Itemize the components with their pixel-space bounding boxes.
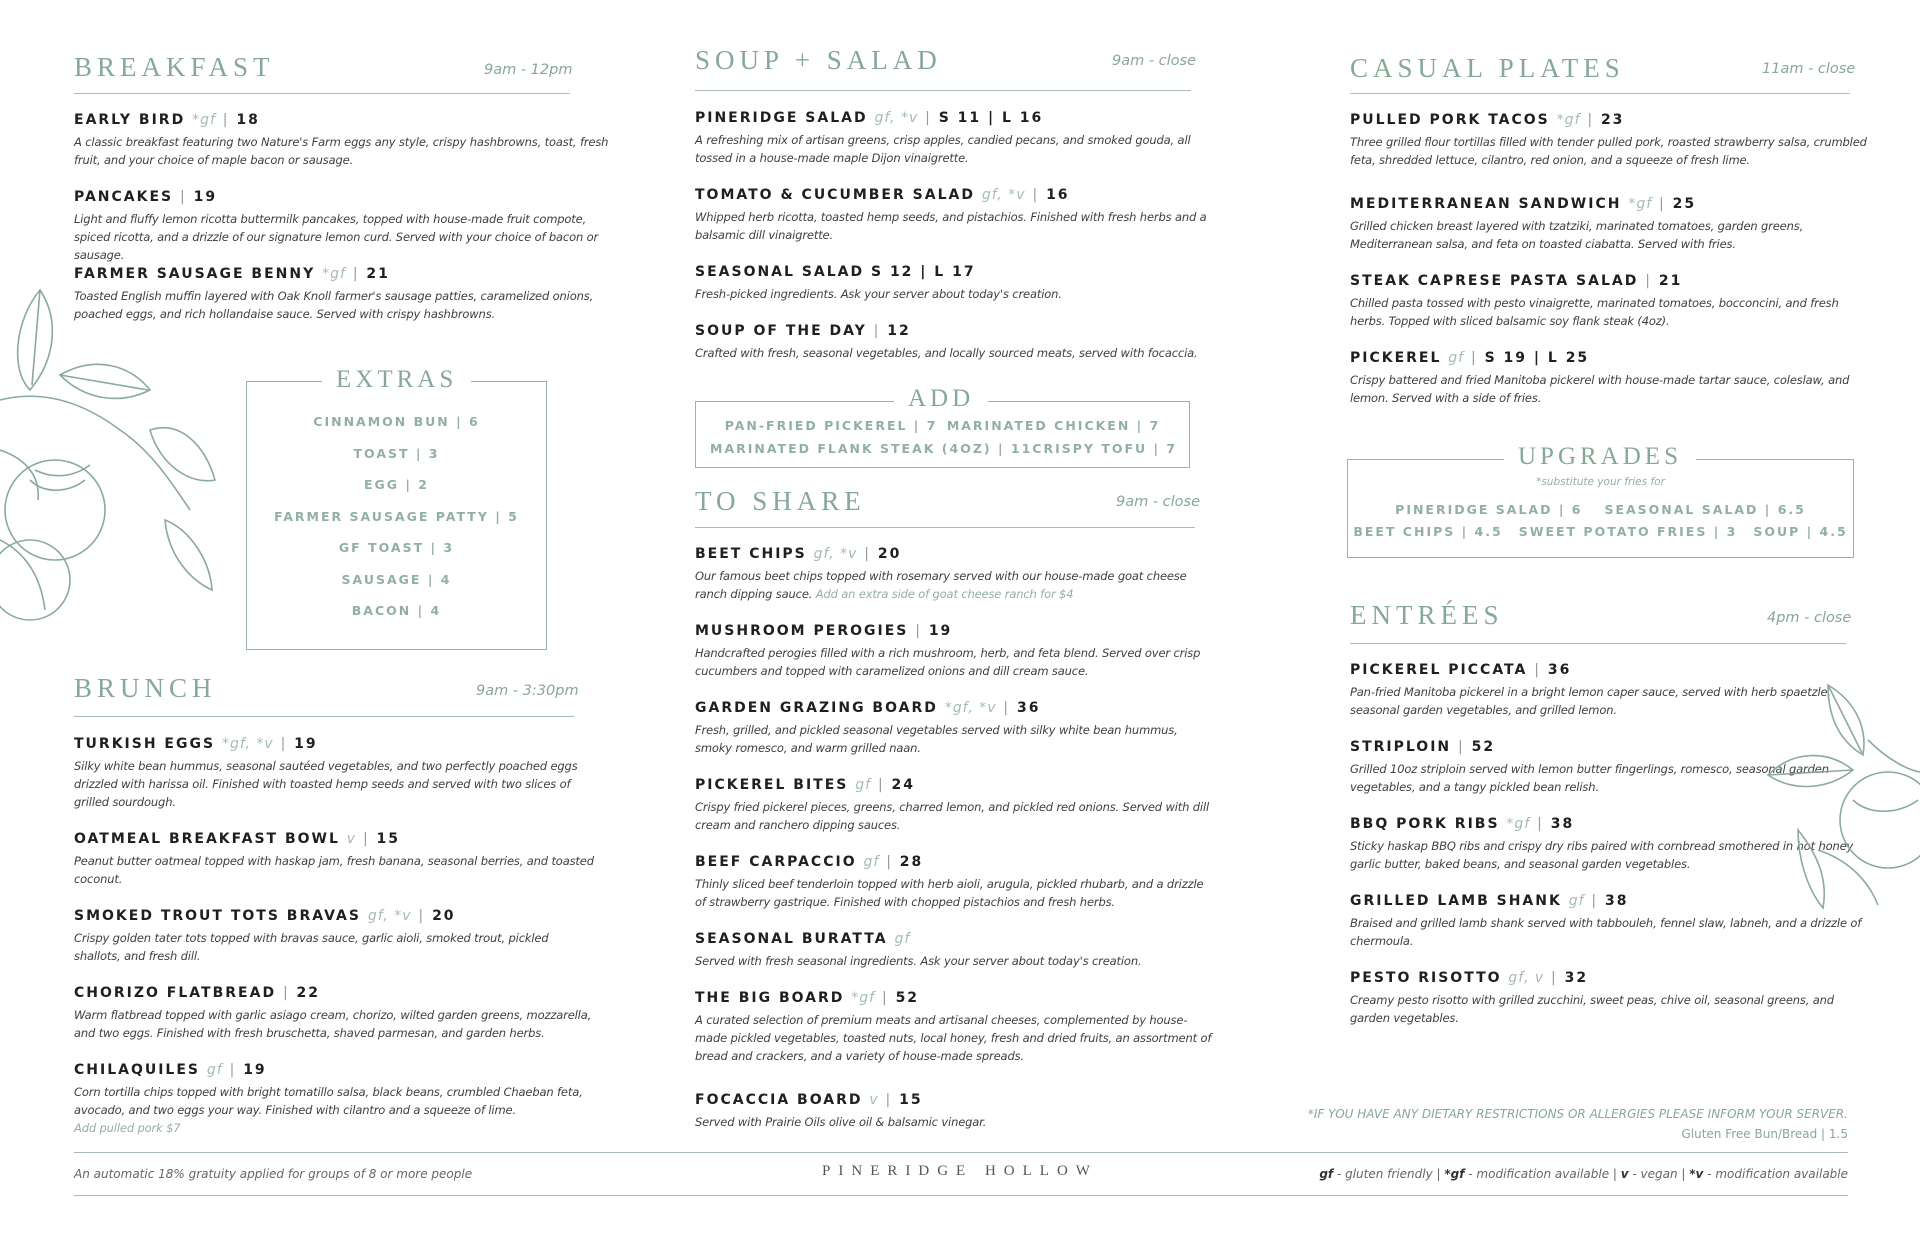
extras-item: FARMER SAUSAGE PATTY | 5 bbox=[274, 508, 519, 524]
item-name: TURKISH EGGS bbox=[74, 736, 216, 752]
item-name: MUSHROOM PEROGIES bbox=[695, 623, 909, 639]
item-heading bbox=[1350, 112, 1870, 128]
item-separator: | bbox=[1587, 112, 1595, 128]
item-price: 20 bbox=[877, 546, 902, 562]
menu-item bbox=[74, 736, 594, 811]
item-diet-tag: gf bbox=[206, 1062, 223, 1078]
extras-title: EXTRAS bbox=[322, 366, 471, 394]
item-description-text: A curated selection of premium meats and artisanal cheeses, complemented by house-made pickled vegetables, toasted nuts, local honey, fresh and dried fruits, an assortment of bread and crackers, and a variety of house-made spreads. bbox=[695, 1013, 1212, 1063]
menu-item bbox=[695, 777, 1215, 834]
item-separator: | bbox=[180, 189, 187, 205]
item-description bbox=[695, 208, 1215, 244]
item-separator: | bbox=[1032, 187, 1040, 203]
item-diet-tag: gf, *v bbox=[813, 546, 858, 562]
item-diet-tag: gf bbox=[1448, 350, 1465, 366]
item-separator: | bbox=[864, 546, 871, 562]
item-heading bbox=[1350, 350, 1870, 366]
item-description-text: Handcrafted perogies filled with a rich mushroom, herb, and feta blend. Served over crisp cucumbers and topped with caramelized onions and dill cream sauce. bbox=[695, 646, 1201, 678]
item-description-text: Creamy pesto risotto with grilled zucchini, sweet peas, chive oil, seasonal greens, and garden vegetables. bbox=[1350, 993, 1834, 1025]
item-name: PESTO RISOTTO bbox=[1350, 970, 1502, 986]
item-diet-tag: *gf, *v bbox=[221, 736, 274, 752]
item-price: 32 bbox=[1564, 970, 1589, 986]
item-price: 38 bbox=[1550, 816, 1575, 832]
menu-item bbox=[74, 985, 594, 1042]
to-share-title: TO SHARE bbox=[695, 486, 866, 516]
item-separator: | bbox=[280, 736, 288, 752]
item-name: THE BIG BOARD bbox=[695, 990, 845, 1006]
entrees-hours: 4pm - close bbox=[1767, 610, 1852, 626]
item-separator: | bbox=[1591, 893, 1599, 909]
item-name: BEEF CARPACCIO bbox=[695, 854, 857, 870]
item-addon: Add an extra side of goat cheese ranch for $4 bbox=[815, 587, 1074, 601]
item-description bbox=[695, 875, 1215, 911]
item-diet-tag: *gf bbox=[192, 112, 216, 128]
item-diet-tag: gf, v bbox=[1508, 970, 1545, 986]
item-description-text: Crafted with fresh, seasonal vegetables, and locally sourced meats, served with focaccia. bbox=[695, 346, 1198, 360]
extras-item: BACON | 4 bbox=[351, 603, 442, 618]
item-diet-tag: gf bbox=[1568, 893, 1585, 909]
item-name: CHORIZO FLATBREAD bbox=[74, 985, 277, 1001]
add-title: ADD bbox=[894, 385, 988, 413]
item-price: 36 bbox=[1547, 662, 1572, 678]
item-price: 20 bbox=[432, 908, 456, 924]
item-heading bbox=[695, 1092, 1215, 1108]
item-name: PINERIDGE SALAD bbox=[695, 110, 868, 126]
item-name: SEASONAL SALAD bbox=[695, 264, 865, 280]
item-description-text: Whipped herb ricotta, toasted hemp seeds, and pistachios. Finished with fresh herbs and a balsamic dill vinaigrette. bbox=[695, 210, 1207, 242]
extras-list bbox=[246, 414, 547, 635]
footer-rule-top bbox=[74, 1152, 1848, 1153]
item-description-text: A refreshing mix of artisan greens, crisp apples, candied pecans, and smoked gouda, all tossed in a house-made maple Dijon vinaigrette. bbox=[695, 133, 1191, 165]
item-name: FARMER SAUSAGE BENNY bbox=[74, 266, 316, 282]
item-description bbox=[74, 1083, 594, 1137]
menu-item bbox=[1350, 970, 1870, 1027]
item-name: BEET CHIPS bbox=[695, 546, 807, 562]
item-diet-tag: gf bbox=[894, 931, 911, 947]
item-name: EARLY BIRD bbox=[74, 112, 186, 128]
item-heading bbox=[74, 189, 614, 205]
item-separator: | bbox=[1659, 196, 1666, 212]
item-heading bbox=[695, 854, 1215, 870]
item-name: PICKEREL PICCATA bbox=[1350, 662, 1528, 678]
item-separator: | bbox=[1551, 970, 1558, 986]
item-separator: | bbox=[229, 1062, 237, 1078]
item-heading bbox=[695, 187, 1215, 203]
item-name: STRIPLOIN bbox=[1350, 739, 1452, 755]
upgrades-subtitle: *substitute your fries for bbox=[1536, 476, 1665, 488]
item-description bbox=[695, 567, 1215, 603]
item-price: 36 bbox=[1016, 700, 1041, 716]
item-description-text: Light and fluffy lemon ricotta buttermilk pancakes, topped with house-made fruit compote, spiced ricotta, and a drizzle of our signature lemon curd. Served with your choice of bacon or sausage. bbox=[74, 212, 599, 262]
item-description-text: Three grilled flour tortillas filled with tender pulled pork, roasted strawberry salsa, crumbled feta, shredded lettuce, cilantro, red onion, and a squeeze of fresh lime. bbox=[1350, 135, 1867, 167]
item-diet-tag: gf bbox=[855, 777, 872, 793]
tomato-vine-illustration-left bbox=[0, 280, 225, 625]
extras-item: GF TOAST | 3 bbox=[338, 540, 455, 555]
item-separator: | bbox=[881, 990, 889, 1006]
item-separator: | bbox=[1471, 350, 1478, 366]
menu-item bbox=[1350, 112, 1870, 169]
item-name: CHILAQUILES bbox=[74, 1062, 201, 1078]
extras-item: CINNAMON BUN | 6 bbox=[313, 414, 480, 429]
item-name: PULLED PORK TACOS bbox=[1350, 112, 1550, 128]
menu-item bbox=[695, 110, 1215, 167]
item-description bbox=[1350, 294, 1870, 330]
menu-item bbox=[1350, 273, 1870, 330]
to-share-rule bbox=[695, 527, 1195, 528]
menu-item bbox=[74, 908, 594, 965]
item-heading bbox=[695, 700, 1215, 716]
upgrades-title: UPGRADES bbox=[1504, 443, 1696, 471]
extras-item: SAUSAGE | 4 bbox=[341, 571, 452, 587]
casual-plates-hours: 11am - close bbox=[1762, 61, 1856, 77]
item-name: SOUP OF THE DAY bbox=[695, 323, 867, 339]
item-description-text: Sticky haskap BBQ ribs and crispy dry ribs paired with cornbread smothered in hot honey garlic butter, baked beans, and seasonal garden vegetables. bbox=[1350, 839, 1854, 871]
item-description bbox=[695, 798, 1215, 834]
item-price: 25 bbox=[1672, 196, 1697, 212]
item-description-text: Thinly sliced beef tenderloin topped with herb aioli, arugula, pickled rhubarb, and a drizzle of strawberry gastrique. Finished with chopped pistachios and fresh herbs. bbox=[695, 877, 1204, 909]
breakfast-title: BREAKFAST bbox=[74, 52, 275, 82]
item-heading bbox=[74, 736, 594, 752]
item-separator: | bbox=[418, 908, 426, 924]
menu-item bbox=[74, 1062, 594, 1137]
brunch-hours: 9am - 3:30pm bbox=[476, 683, 579, 699]
item-description bbox=[695, 952, 1215, 970]
allergy-note: *IF YOU HAVE ANY DIETARY RESTRICTIONS OR ALLERGIES PLEASE INFORM YOUR SERVER. bbox=[1307, 1107, 1848, 1121]
breakfast-hours: 9am - 12pm bbox=[484, 62, 573, 78]
item-price: S 12 | L 17 bbox=[870, 264, 976, 280]
menu-item bbox=[695, 990, 1215, 1065]
item-diet-tag: v bbox=[869, 1092, 879, 1108]
item-description-text: Crispy battered and fried Manitoba pickerel with house-made tartar sauce, coleslaw, and lemon. Served with a side of fries. bbox=[1350, 373, 1850, 405]
item-description-text: Fresh, grilled, and pickled seasonal vegetables served with silky white bean hummus, smoky romesco, and warm grilled naan. bbox=[695, 723, 1178, 755]
item-name: TOMATO & CUCUMBER SALAD bbox=[695, 187, 975, 203]
item-price: 28 bbox=[899, 854, 924, 870]
item-diet-tag: *gf bbox=[851, 990, 876, 1006]
item-description bbox=[695, 1113, 1215, 1131]
to-share-hours: 9am - close bbox=[1116, 494, 1201, 510]
menu-item bbox=[695, 187, 1215, 244]
item-description bbox=[695, 721, 1215, 757]
menu-item bbox=[695, 623, 1215, 680]
item-price: 52 bbox=[895, 990, 920, 1006]
item-description bbox=[74, 929, 594, 965]
menu-item bbox=[695, 854, 1215, 911]
soup-salad-title: SOUP + SALAD bbox=[695, 45, 942, 75]
breakfast-rule bbox=[74, 93, 570, 94]
item-separator: | bbox=[352, 266, 360, 282]
item-heading bbox=[1350, 196, 1870, 212]
item-description-text: Grilled chicken breast layered with tzatziki, marinated tomatoes, garden greens, Mediterranean salsa, and feta on toasted ciabatta. Served with fries. bbox=[1350, 219, 1804, 251]
legend-key: *gf bbox=[1444, 1167, 1465, 1181]
legend-key: v bbox=[1620, 1167, 1629, 1181]
entrees-rule bbox=[1350, 643, 1846, 644]
item-heading bbox=[695, 931, 1215, 947]
item-description-text: Served with Prairie Oils olive oil & balsamic vinegar. bbox=[695, 1115, 987, 1129]
casual-plates-rule bbox=[1350, 93, 1850, 94]
entrees-title: ENTRÉES bbox=[1350, 600, 1504, 630]
gluten-free-note: Gluten Free Bun/Bread | 1.5 bbox=[1681, 1127, 1848, 1141]
legend-label: - modification available bbox=[1464, 1167, 1610, 1181]
upgrade-item: SOUP | 4.5 bbox=[1753, 524, 1848, 539]
item-price: 19 bbox=[193, 189, 218, 205]
item-separator: | bbox=[1645, 273, 1652, 289]
item-description-text: Crispy fried pickerel pieces, greens, charred lemon, and pickled red onions. Served with dill cream and ranchero dipping sauces. bbox=[695, 800, 1210, 832]
item-diet-tag: *gf, *v bbox=[944, 700, 997, 716]
item-price: 15 bbox=[899, 1092, 923, 1108]
legend-key: gf bbox=[1319, 1167, 1334, 1181]
menu-item bbox=[74, 189, 614, 264]
item-name: OATMEAL BREAKFAST BOWL bbox=[74, 831, 340, 847]
item-description bbox=[695, 344, 1215, 362]
footer-rule-bottom bbox=[74, 1195, 1848, 1196]
item-heading bbox=[1350, 662, 1870, 678]
menu-item bbox=[1350, 196, 1870, 253]
item-separator: | bbox=[885, 1092, 893, 1108]
item-price: 15 bbox=[376, 831, 401, 847]
item-separator: | bbox=[873, 323, 881, 339]
item-price: 16 bbox=[1046, 187, 1070, 203]
add-item: MARINATED CHICKEN | 7 bbox=[946, 418, 1161, 433]
add-item: CRISPY TOFU | 7 bbox=[1032, 441, 1178, 456]
menu-item bbox=[695, 546, 1215, 603]
item-description-text: Crispy golden tater tots topped with bravas sauce, garlic aioli, smoked trout, pickled shallots, and fresh dill. bbox=[74, 931, 549, 963]
item-description-text: A classic breakfast featuring two Nature's Farm eggs any style, crispy hashbrowns, toast, fresh fruit, and your choice of maple bacon or sausage. bbox=[74, 135, 609, 167]
item-description bbox=[1350, 991, 1870, 1027]
item-price: 21 bbox=[366, 266, 390, 282]
upgrade-item: PINERIDGE SALAD | 6 bbox=[1395, 502, 1583, 517]
item-diet-tag: gf, *v bbox=[367, 908, 412, 924]
item-heading bbox=[74, 831, 594, 847]
item-price: 52 bbox=[1471, 739, 1496, 755]
item-price: 21 bbox=[1658, 273, 1683, 289]
item-heading bbox=[695, 990, 1215, 1006]
item-description bbox=[74, 757, 594, 811]
brunch-title: BRUNCH bbox=[74, 673, 217, 703]
brand-name: PINERIDGE HOLLOW bbox=[822, 1163, 1098, 1179]
soup-salad-hours: 9am - close bbox=[1112, 53, 1197, 69]
item-price: 12 bbox=[887, 323, 911, 339]
menu-item bbox=[695, 264, 1215, 303]
item-name: MEDITERRANEAN SANDWICH bbox=[1350, 196, 1622, 212]
item-description bbox=[695, 1011, 1215, 1065]
item-price: 23 bbox=[1600, 112, 1625, 128]
item-name: SMOKED TROUT TOTS BRAVAS bbox=[74, 908, 361, 924]
item-price: 19 bbox=[928, 623, 953, 639]
item-name: PICKEREL bbox=[1350, 350, 1442, 366]
item-price: 19 bbox=[294, 736, 318, 752]
item-price: 38 bbox=[1605, 893, 1629, 909]
item-description-text: Braised and grilled lamb shank served with tabbouleh, fennel slaw, labneh, and a drizzle of chermoula. bbox=[1350, 916, 1862, 948]
item-description bbox=[74, 133, 614, 169]
item-price: 19 bbox=[243, 1062, 267, 1078]
upgrade-item: BEET CHIPS | 4.5 bbox=[1353, 524, 1503, 539]
item-separator: | bbox=[915, 623, 922, 639]
item-separator: | bbox=[1458, 739, 1465, 755]
item-description bbox=[74, 852, 594, 888]
item-description-text: Fresh-picked ingredients. Ask your server about today's creation. bbox=[695, 287, 1062, 301]
upgrade-item: SEASONAL SALAD | 6.5 bbox=[1604, 502, 1806, 517]
item-description-text: Peanut butter oatmeal topped with haskap jam, fresh banana, seasonal berries, and toasted coconut. bbox=[74, 854, 594, 886]
legend-label: - vegan bbox=[1628, 1167, 1678, 1181]
item-separator: | bbox=[1534, 662, 1541, 678]
item-diet-tag: *gf bbox=[1556, 112, 1581, 128]
item-heading bbox=[695, 323, 1215, 339]
item-description bbox=[74, 1006, 594, 1042]
item-heading bbox=[695, 110, 1215, 126]
menu-item bbox=[74, 112, 614, 169]
item-name: GARDEN GRAZING BOARD bbox=[695, 700, 938, 716]
add-item: PAN-FRIED PICKEREL | 7 bbox=[724, 418, 938, 433]
item-description-text: Silky white bean hummus, seasonal sautéed vegetables, and two perfectly poached eggs drizzled with harissa oil. Finished with toasted hemp seeds and served with two slices of grilled sourdough. bbox=[74, 759, 578, 809]
item-diet-tag: gf, *v bbox=[874, 110, 919, 126]
item-description bbox=[1350, 133, 1870, 169]
item-name: SEASONAL BURATTA bbox=[695, 931, 888, 947]
tomato-vine-illustration-right bbox=[1758, 680, 1920, 912]
item-diet-tag: gf, *v bbox=[981, 187, 1026, 203]
item-diet-tag: *gf bbox=[1506, 816, 1531, 832]
item-heading bbox=[1350, 970, 1870, 986]
item-diet-tag: gf bbox=[863, 854, 880, 870]
item-heading bbox=[74, 112, 614, 128]
legend-label: - modification available bbox=[1703, 1167, 1848, 1181]
extras-item: TOAST | 3 bbox=[353, 445, 440, 461]
item-description-text: Corn tortilla chips topped with bright tomatillo salsa, black beans, crumbled Chaeban feta, avocado, and two eggs your way. Finished with cilantro and a squeeze of lime. bbox=[74, 1085, 583, 1117]
item-price: 24 bbox=[891, 777, 916, 793]
item-separator: | bbox=[222, 112, 230, 128]
item-description bbox=[695, 285, 1215, 303]
item-heading bbox=[695, 623, 1215, 639]
upgrade-item: SWEET POTATO FRIES | 3 bbox=[1518, 524, 1738, 539]
brunch-rule bbox=[74, 716, 574, 717]
menu-item bbox=[695, 931, 1215, 970]
item-description bbox=[74, 210, 614, 264]
item-separator: | bbox=[925, 110, 932, 126]
item-separator: | bbox=[886, 854, 893, 870]
menu-item bbox=[1350, 350, 1870, 407]
item-description-text: Toasted English muffin layered with Oak Knoll farmer's sausage patties, caramelized onions, poached eggs, and rich hollandaise sauce. Served with crispy hashbrowns. bbox=[74, 289, 594, 321]
casual-plates-title: CASUAL PLATES bbox=[1350, 53, 1625, 83]
item-name: STEAK CAPRESE PASTA SALAD bbox=[1350, 273, 1639, 289]
item-diet-tag: v bbox=[346, 831, 357, 847]
item-description-text: Pan-fried Manitoba pickerel in a bright lemon caper sauce, served with herb spaetzle, seasonal garden vegetables, and grilled lemon. bbox=[1350, 685, 1831, 717]
item-name: GRILLED LAMB SHANK bbox=[1350, 893, 1562, 909]
item-description bbox=[695, 131, 1215, 167]
item-heading bbox=[1350, 273, 1870, 289]
soup-salad-rule bbox=[695, 90, 1191, 91]
menu-item bbox=[695, 1092, 1215, 1131]
item-heading bbox=[695, 777, 1215, 793]
gratuity-note: An automatic 18% gratuity applied for groups of 8 or more people bbox=[74, 1167, 473, 1181]
item-addon: Add pulled pork $7 bbox=[74, 1121, 181, 1135]
item-heading bbox=[74, 908, 594, 924]
item-separator: | bbox=[1003, 700, 1011, 716]
item-description-text: Served with fresh seasonal ingredients. Ask your server about today's creation. bbox=[695, 954, 1142, 968]
item-description-text: Warm flatbread topped with garlic asiago cream, chorizo, wilted garden greens, mozzarella, and two eggs. Finished with fresh bruschetta, shaved parmesan, and garden herbs. bbox=[74, 1008, 592, 1040]
upgrades-list bbox=[1347, 502, 1854, 539]
add-list bbox=[695, 418, 1190, 456]
item-description-text: Chilled pasta tossed with pesto vinaigrette, marinated tomatoes, bocconcini, and fresh herbs. Topped with sliced balsamic soy flank steak (4oz). bbox=[1350, 296, 1839, 328]
item-name: PICKEREL BITES bbox=[695, 777, 849, 793]
legend-label: - gluten friendly bbox=[1333, 1167, 1433, 1181]
item-heading bbox=[74, 985, 594, 1001]
item-separator: | bbox=[877, 777, 885, 793]
item-price: 18 bbox=[236, 112, 260, 128]
item-description bbox=[1350, 217, 1870, 253]
dietary-legend: gf - gluten friendly | *gf - modification available | v - vegan | *v - modification available bbox=[1319, 1167, 1848, 1181]
item-description bbox=[695, 644, 1215, 680]
item-diet-tag: *gf bbox=[322, 266, 346, 282]
add-item: MARINATED FLANK STEAK (4OZ) | 11 bbox=[710, 441, 1033, 456]
item-price: 22 bbox=[296, 985, 321, 1001]
extras-item: EGG | 2 bbox=[363, 477, 430, 492]
menu-item bbox=[695, 323, 1215, 362]
item-name: PANCAKES bbox=[74, 189, 174, 205]
item-description-text: Our famous beet chips topped with rosemary served with our house-made goat cheese ranch dipping sauce. bbox=[695, 569, 1187, 601]
item-heading bbox=[695, 546, 1215, 562]
legend-key: *v bbox=[1689, 1167, 1704, 1181]
item-description bbox=[1350, 914, 1870, 950]
item-price: S 11 | L 16 bbox=[938, 110, 1044, 126]
item-price: S 19 | L 25 bbox=[1484, 350, 1590, 366]
item-description-text: Grilled 10oz striploin served with lemon butter fingerlings, romesco, seasonal garden vegetables, and a tangy pickled bean relish. bbox=[1350, 762, 1829, 794]
item-description bbox=[1350, 371, 1870, 407]
item-separator: | bbox=[1537, 816, 1544, 832]
item-heading bbox=[74, 1062, 594, 1078]
item-separator: | bbox=[362, 831, 370, 847]
item-heading bbox=[695, 264, 1215, 280]
item-name: FOCACCIA BOARD bbox=[695, 1092, 863, 1108]
item-diet-tag: *gf bbox=[1628, 196, 1653, 212]
item-name: BBQ PORK RIBS bbox=[1350, 816, 1500, 832]
menu-item bbox=[74, 831, 594, 888]
menu-item bbox=[695, 700, 1215, 757]
item-separator: | bbox=[282, 985, 290, 1001]
